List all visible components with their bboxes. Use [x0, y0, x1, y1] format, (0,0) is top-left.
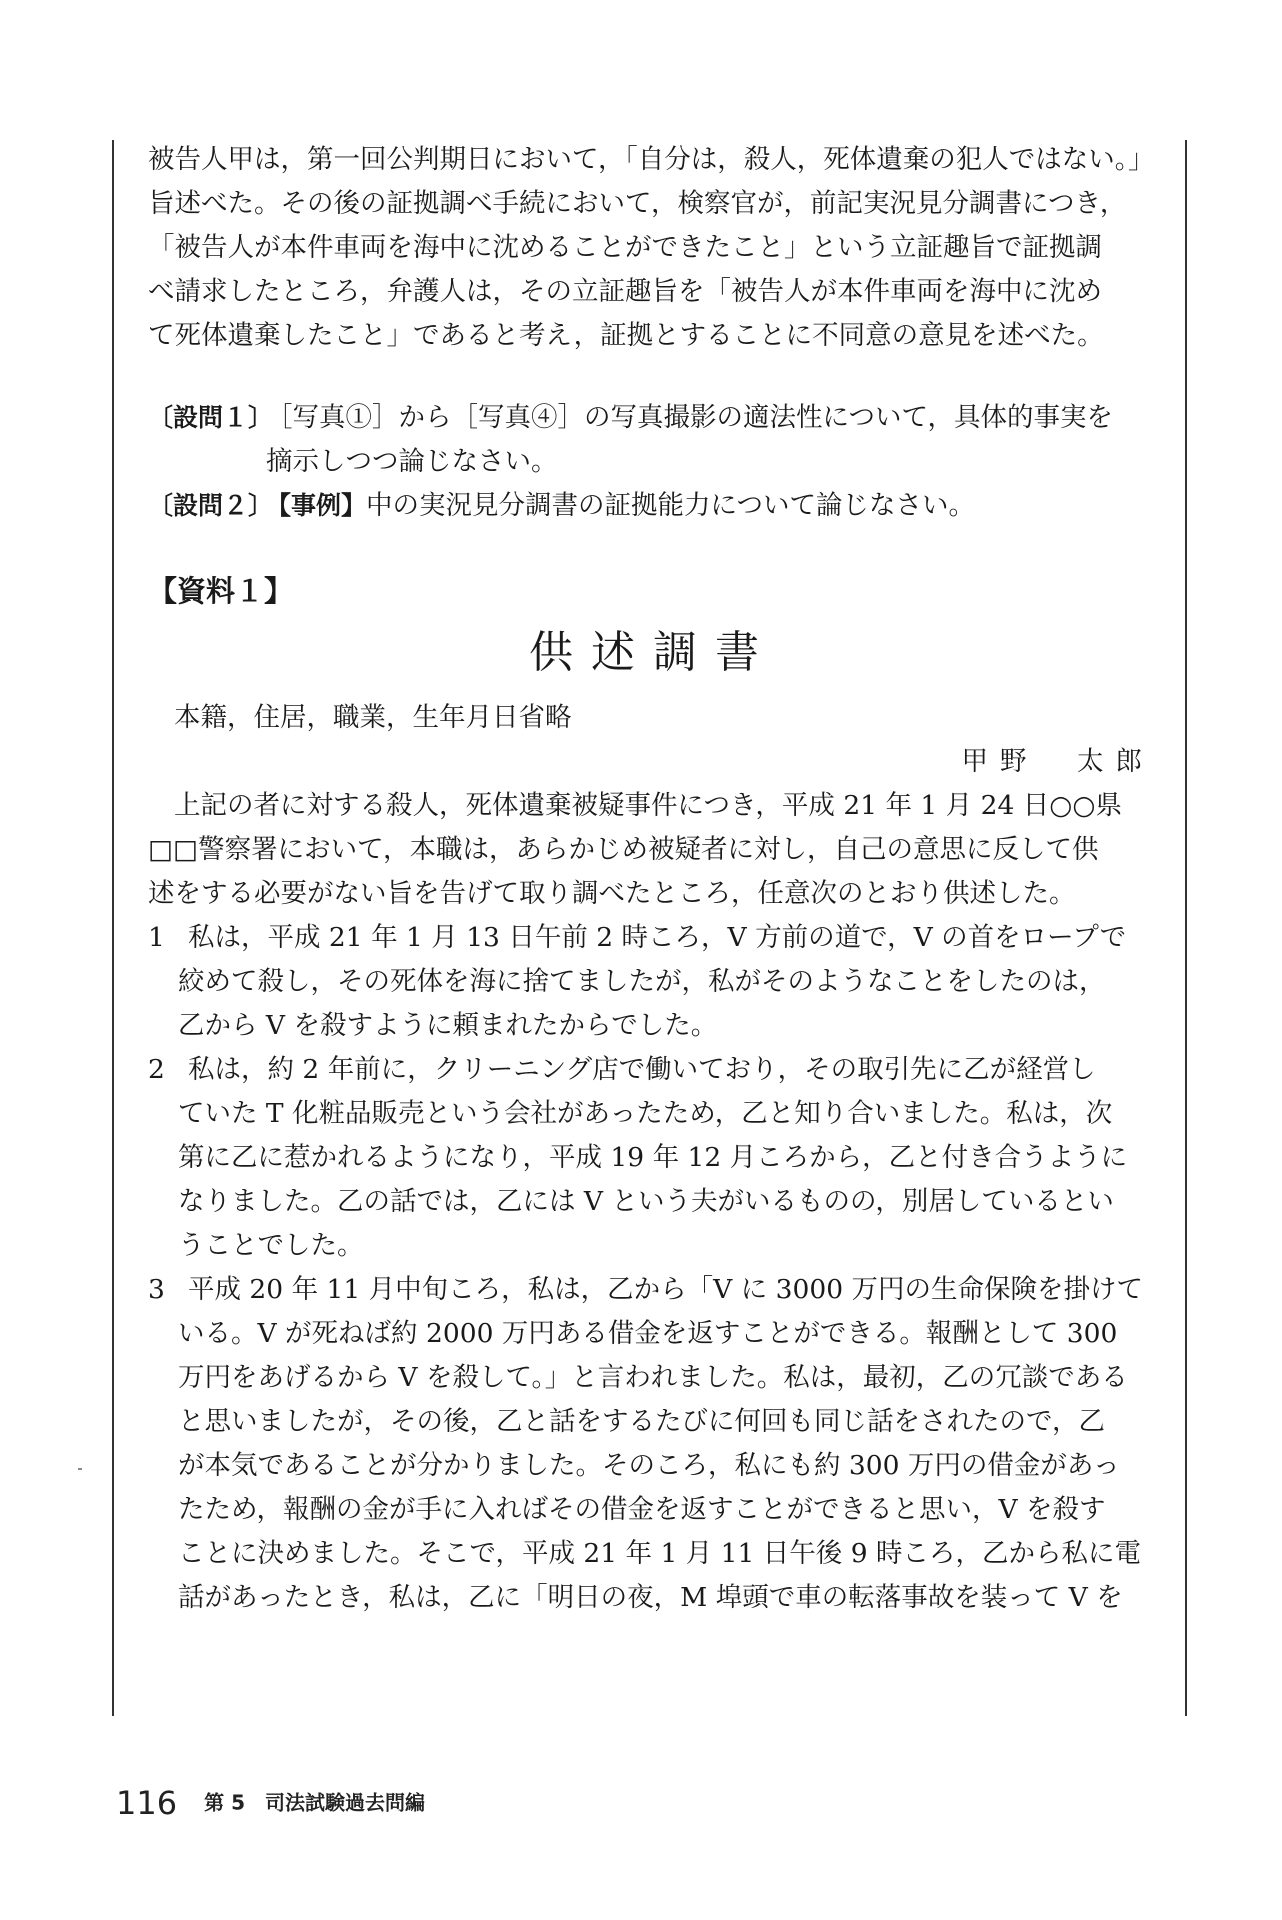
item-line: 乙から V を殺すように頼まれたからでした。 — [178, 1010, 718, 1041]
left-margin-rule — [112, 140, 114, 1716]
question-2 — [148, 484, 1158, 528]
item-first-line — [148, 916, 1158, 960]
opening-line: 上記の者に対する殺人，死体遺棄被疑事件につき，平成 21 年 1 月 24 日○○県 — [174, 790, 1122, 821]
statement-item-3 — [148, 1268, 1158, 1620]
item-text: 私は，平成 21 年 1 月 13 日午前 2 時ころ，V 方前の道で，V の首をロープで — [188, 922, 1127, 953]
page-footer — [116, 1782, 425, 1822]
question-1-label: 〔設問１〕 — [148, 403, 274, 432]
item-number: 3 — [148, 1274, 165, 1305]
item-line: 絞めて殺し，その死体を海に捨てましたが，私がそのようなことをしたのは， — [178, 966, 1106, 997]
scan-speck — [78, 1468, 82, 1470]
item-line: なりました。乙の話では，乙には V という夫がいるものの，別居しているとい — [178, 1186, 1114, 1217]
item-text: 平成 20 年 11 月中旬ころ，私は，乙から「V に 3000 万円の生命保険を掛けて — [188, 1274, 1143, 1305]
section-label: 第 5 司法試験過去問編 — [204, 1790, 426, 1815]
main-content — [148, 138, 1158, 1620]
statement-item-2 — [148, 1048, 1158, 1268]
opening-paragraph — [148, 784, 1158, 916]
opening-line: □□警察署において，本職は，あらかじめ被疑者に対し，自己の意思に反して供 — [148, 834, 1099, 865]
header-line: 本籍，住居，職業，生年月日省略 — [174, 702, 572, 733]
item-first-line — [148, 1268, 1158, 1312]
item-line: いる。V が死ねば約 2000 万円ある借金を返すことができる。報酬として 300 — [178, 1318, 1118, 1349]
intro-line: 旨述べた。その後の証拠調べ手続において，検察官が，前記実況見分調書につき， — [148, 188, 1127, 219]
item-line: 万円をあげるから V を殺して。」と言われました。私は，最初，乙の冗談である — [178, 1362, 1128, 1393]
item-line: と思いましたが，その後，乙と話をするたびに何回も同じ話をされたので，乙 — [178, 1406, 1105, 1437]
item-number: 2 — [148, 1054, 165, 1085]
item-line: うことでした。 — [178, 1230, 364, 1261]
material-label: 【資料１】 — [148, 574, 294, 608]
item-line: が本気であることが分かりました。そのころ，私にも約 300 万円の借金があっ — [178, 1450, 1120, 1481]
opening-line: 述をする必要がない旨を告げて取り調べたところ，任意次のとおり供述した。 — [148, 878, 1076, 909]
questions-block — [148, 396, 1158, 528]
question-1-continuation: 摘示しつつ論じなさい。 — [266, 446, 558, 477]
item-line: 話があったとき，私は，乙に「明日の夜，M 埠頭で車の転落事故を装って V を — [178, 1582, 1123, 1613]
document-title: 供述調書 — [529, 627, 777, 678]
item-first-line — [148, 1048, 1158, 1092]
question-1-text: ［写真①］から［写真④］の写真撮影の適法性について，具体的事実を — [266, 402, 1113, 433]
question-2-text: 中の実況見分調書の証拠能力について論じなさい。 — [366, 490, 975, 521]
item-line: たため，報酬の金が手に入ればその借金を返すことができると思い，V を殺す — [178, 1494, 1106, 1525]
item-number: 1 — [148, 922, 165, 953]
intro-line: 「被告人が本件車両を海中に沈めることができたこと」という立証趣旨で証拠調 — [148, 232, 1102, 263]
intro-line: 被告人甲は，第一回公判期日において，「自分は，殺人，死体遺棄の犯人ではない。」 — [148, 144, 1155, 175]
item-line: ことに決めました。そこで，平成 21 年 1 月 11 日午後 9 時ころ，乙から私に電 — [178, 1538, 1142, 1569]
statement-item-1 — [148, 916, 1158, 1048]
intro-paragraph — [148, 138, 1158, 358]
item-line: 第に乙に惹かれるようになり，平成 19 年 12 月ころから，乙と付き合うように — [178, 1142, 1128, 1173]
question-2-label: 〔設問２〕 — [148, 491, 274, 520]
item-line: ていた T 化粧品販売という会社があったため，乙と知り合いました。私は，次 — [178, 1098, 1113, 1129]
intro-line: て死体遺棄したこと」であると考え，証拠とすることに不同意の意見を述べた。 — [148, 320, 1104, 351]
intro-line: べ請求したところ，弁護人は，その立証趣旨を「被告人が本件車両を海中に沈め — [148, 276, 1102, 307]
page-number: 116 — [116, 1783, 178, 1822]
suspect-name: 甲野 太郎 — [961, 746, 1154, 777]
item-text: 私は，約 2 年前に，クリーニング店で働いており，その取引先に乙が経営し — [188, 1054, 1096, 1085]
question-1 — [148, 396, 1158, 440]
question-2-case-ref: 【事例】 — [266, 491, 367, 520]
right-margin-rule — [1185, 140, 1187, 1716]
